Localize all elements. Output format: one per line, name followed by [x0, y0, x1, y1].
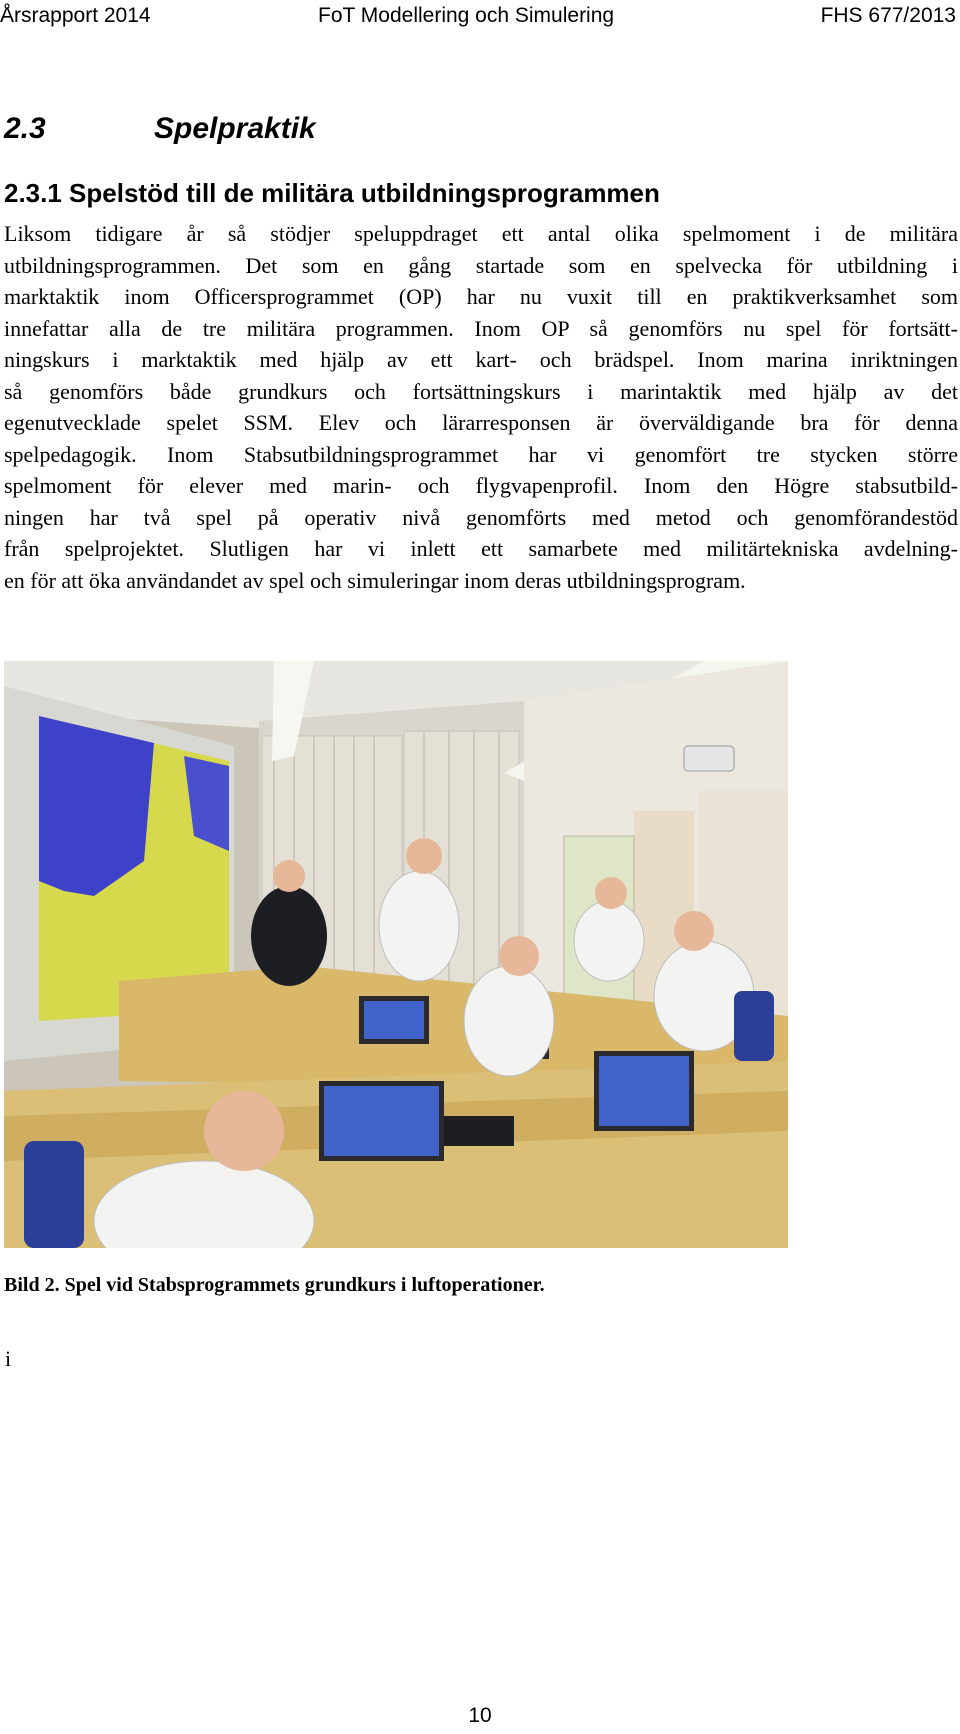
body-paragraph — [4, 218, 958, 596]
section-title: Spelpraktik — [154, 112, 316, 145]
body-line: ningen har två spel på operativ nivå genomförts med metod och genomförandestöd — [4, 504, 958, 530]
section-number: 2.3 — [4, 112, 46, 145]
page-number: 10 — [468, 1704, 492, 1727]
body-line: spelmoment för elever med marin- och flygvapenprofil. Inom den Högre stabsutbild- — [4, 473, 958, 498]
classroom-photo — [4, 661, 788, 1248]
body-line: spelpedagogik. Inom Stabsutbildningsprogrammet har vi genomfört tre stycken större — [4, 441, 958, 467]
body-line: en för att öka användandet av spel och simuleringar inom deras utbildningsprogram. — [4, 567, 746, 593]
header-report-year: Årsrapport 2014 — [0, 4, 151, 27]
body-line: innefattar alla de tre militära programmen. Inom OP så genomförs nu spel för fortsätt- — [4, 315, 958, 341]
figure-caption: Bild 2. Spel vid Stabsprogrammets grundkurs i luftoperationer. — [4, 1274, 545, 1296]
header-document-number: FHS 677/2013 — [820, 4, 956, 27]
body-line: från spelprojektet. Slutligen har vi inlett ett samarbete med militärtekniska avdelning- — [4, 536, 958, 561]
body-line: marktaktik inom Officersprogrammet (OP) har nu vuxit till en praktikverksamhet som — [4, 284, 958, 309]
body-line: Liksom tidigare år så stödjer speluppdraget ett antal olika spelmoment i de militära — [4, 221, 958, 246]
body-line: utbildningsprogrammen. Det som en gång startade som en spelvecka för utbildning i — [4, 252, 958, 278]
header-project-title: FoT Modellering och Simulering — [318, 4, 615, 27]
stray-character: i — [5, 1346, 12, 1371]
subsection-title: 2.3.1 Spelstöd till de militära utbildningsprogrammen — [4, 178, 660, 208]
body-line: så genomförs både grundkurs och fortsättningskurs i marintaktik med hjälp av det — [4, 378, 958, 404]
body-line: egenutvecklade spelet SSM. Elev och lärarresponsen är överväldigande bra för denna — [4, 410, 958, 435]
body-line: ningskurs i marktaktik med hjälp av ett kart- och brädspel. Inom marina inriktningen — [4, 347, 958, 372]
